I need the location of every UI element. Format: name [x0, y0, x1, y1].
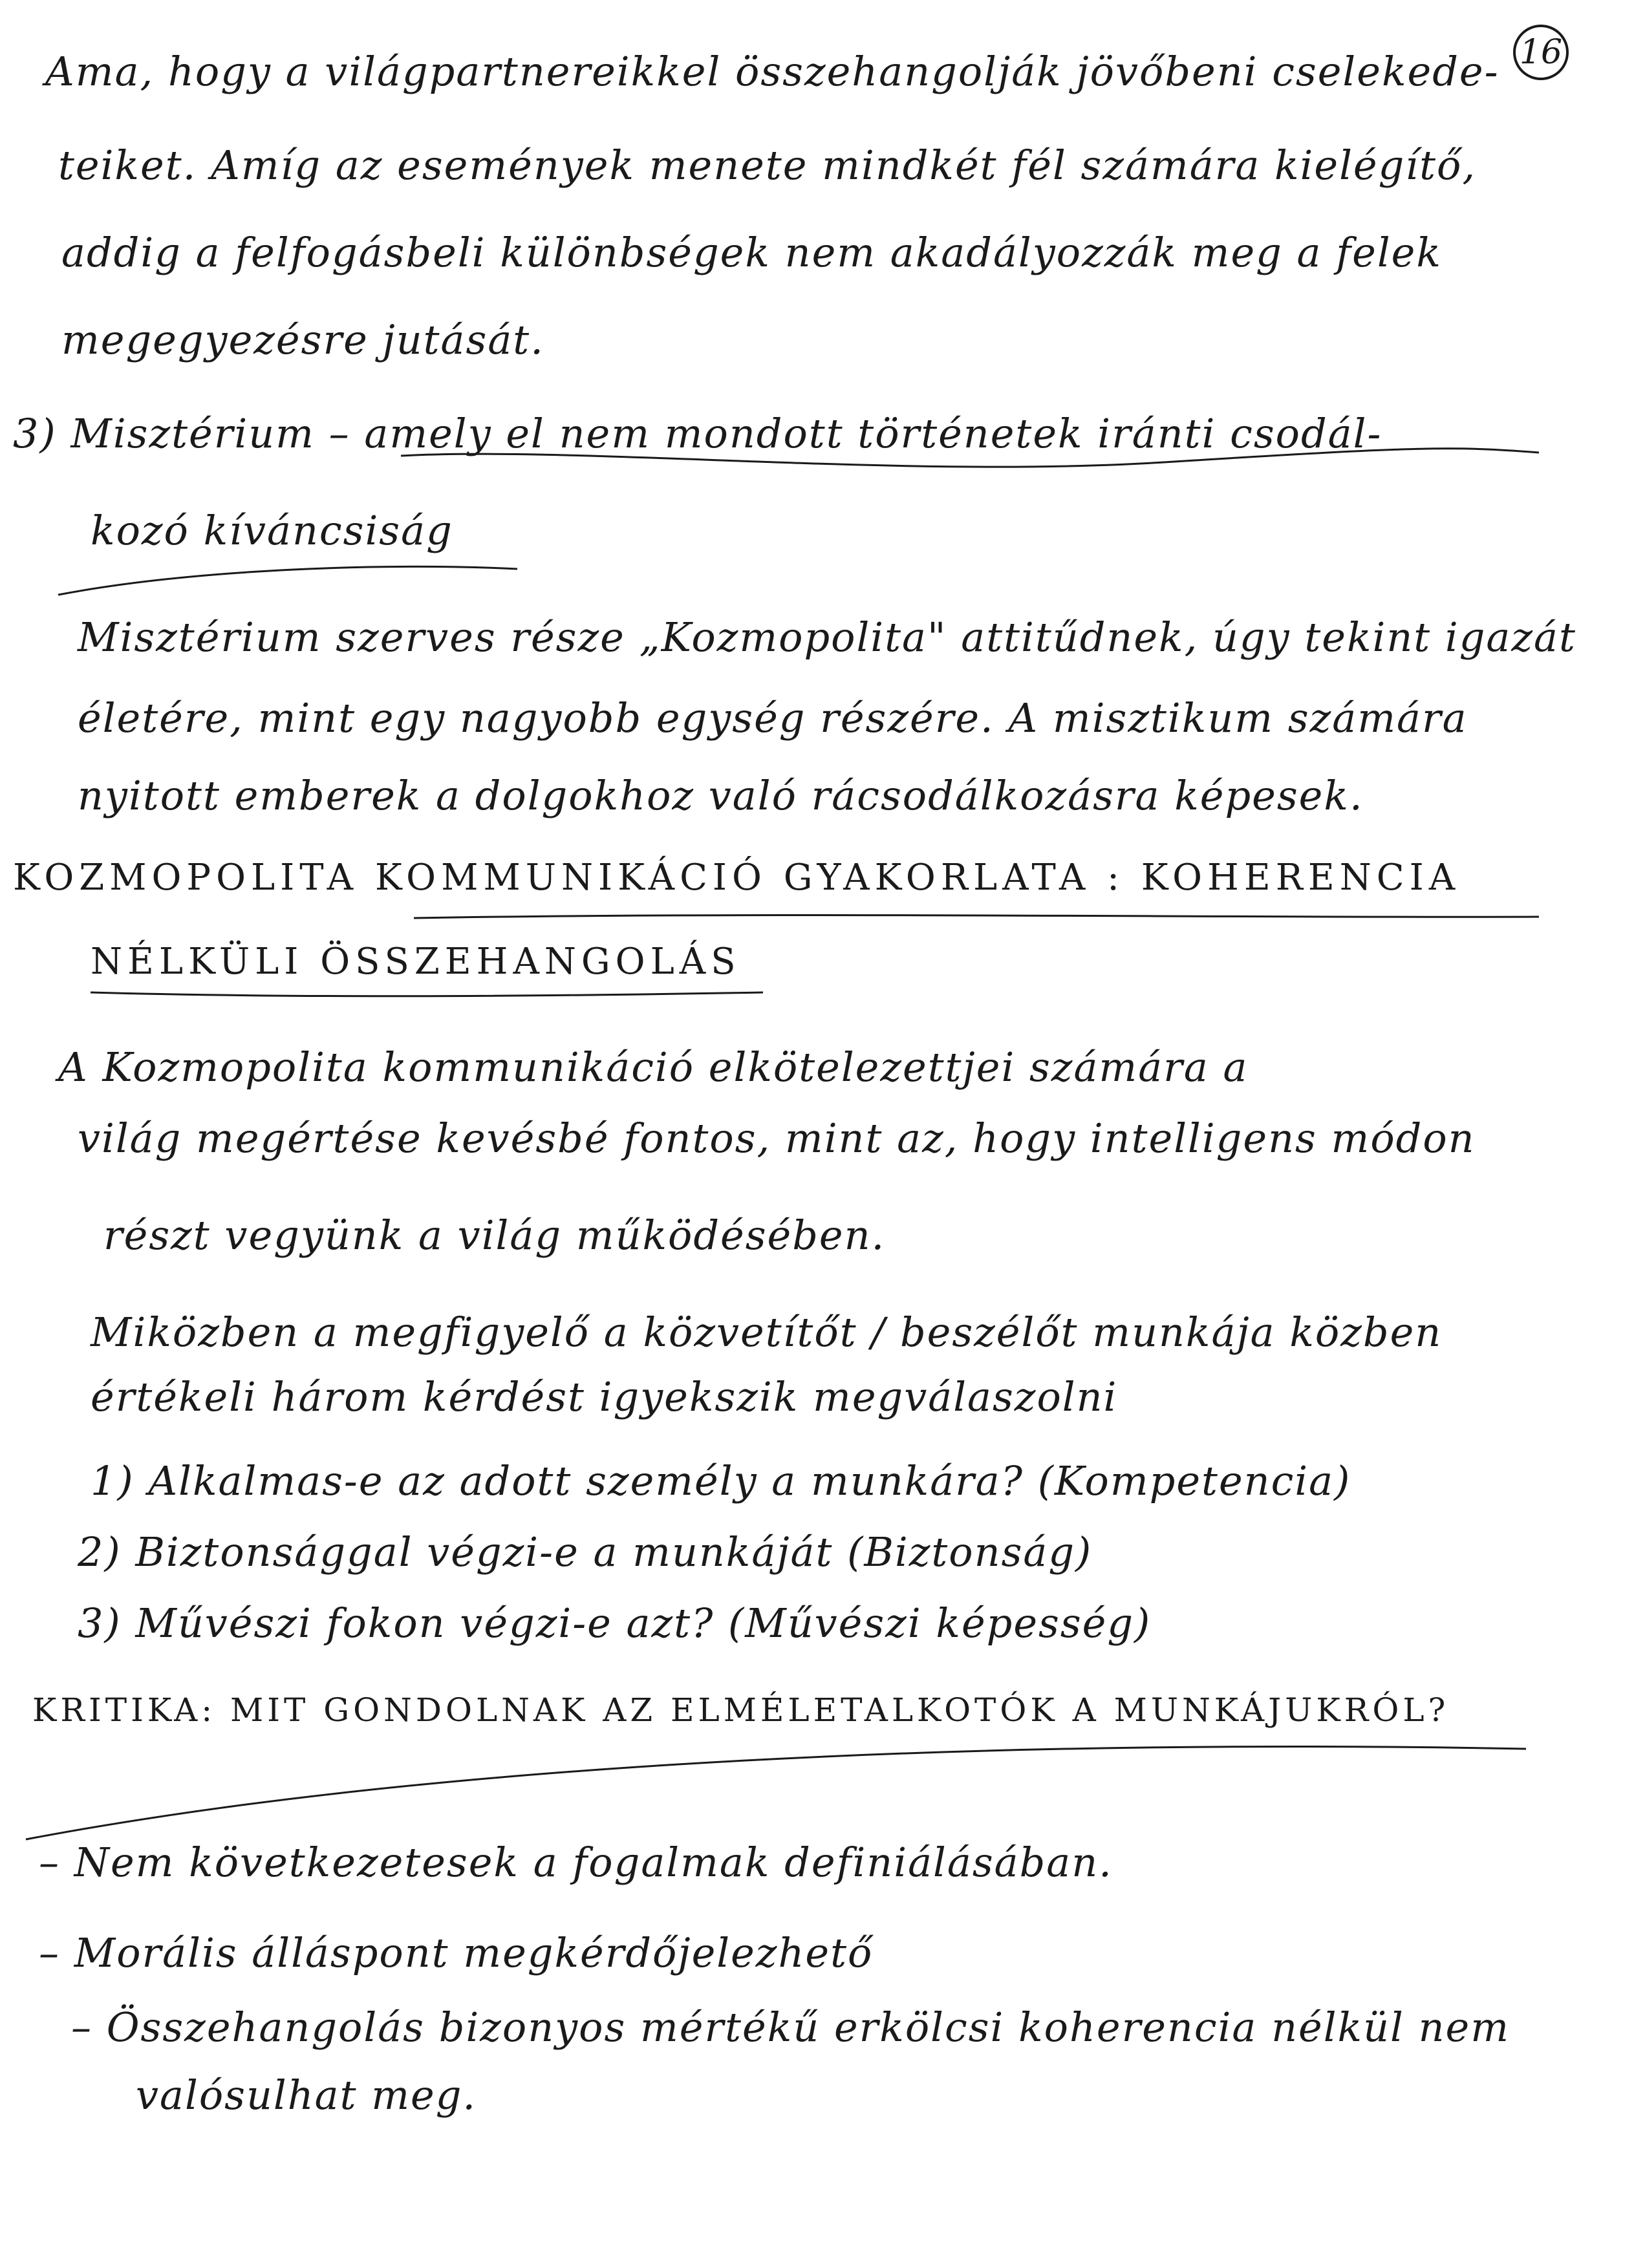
critique-underline — [26, 1746, 1526, 1839]
paragraph4-line-1: Miközben a megfigyelő a közvetítőt / beszélőt munkája közben — [91, 1309, 1443, 1356]
question-3: 3) Művészi fokon végzi-e azt? (Művészi képesség) — [78, 1599, 1152, 1647]
question-1: 1) Alkalmas-e az adott személy a munkára? (Kompetencia) — [91, 1457, 1351, 1504]
paragraph1-line-3: addig a felfogásbeli különbségek nem akadályozzák meg a felek — [61, 229, 1442, 276]
paragraph2-line-2: életére, mint egy nagyobb egység részére. A misztikum számára — [78, 694, 1468, 742]
paragraph3-line-1: A Kozmopolita kommunikáció elkötelezettjei számára a — [58, 1043, 1249, 1091]
paragraph3-line-3: részt vegyünk a világ működésében. — [103, 1212, 886, 1259]
critique-item-4: valósulhat meg. — [136, 2071, 477, 2119]
section-heading-underline — [414, 915, 1539, 918]
heading3-line-1: 3) Misztérium – amely el nem mondott történetek iránti csodál- — [13, 410, 1382, 457]
critique-item-1: – Nem következetesek a fogalmak definiálásában. — [39, 1839, 1113, 1886]
question-2: 2) Biztonsággal végzi-e a munkáját (Biztonság) — [78, 1528, 1093, 1576]
critique-heading: KRITIKA: MIT GONDOLNAK AZ ELMÉLETALKOTÓK A MUNKÁJUKRÓL? — [32, 1691, 1450, 1729]
section-heading-line-2: NÉLKÜLI ÖSSZEHANGOLÁS — [91, 941, 741, 983]
paragraph4-line-2: értékeli három kérdést igyekszik megválaszolni — [91, 1373, 1118, 1420]
paragraph1-line-2: teiket. Amíg az események menete mindkét fél számára kielégítő, — [58, 142, 1477, 189]
paragraph1-line-4: megegyezésre jutását. — [61, 316, 544, 363]
page-number: 16 — [1513, 25, 1569, 80]
paragraph2-line-1: Misztérium szerves része „Kozmopolita" attitűdnek, úgy tekint igazát — [78, 614, 1576, 661]
heading3-line-2: kozó kíváncsiság — [91, 507, 453, 554]
section-heading-line-1: KOZMOPOLITA KOMMUNIKÁCIÓ GYAKORLATA : KOHERENCIA — [13, 857, 1461, 899]
paragraph3-line-2: világ megértése kevésbé fontos, mint az, hogy intelligens módon — [78, 1115, 1476, 1162]
critique-item-2: – Morális álláspont megkérdőjelezhető — [39, 1929, 874, 1976]
heading3-underline-2 — [58, 566, 517, 595]
paragraph1-line-1: Ama, hogy a világpartnereikkel összehangolják jövőbeni cselekede- — [45, 48, 1500, 95]
critique-item-3: – Összehangolás bizonyos mértékű erkölcsi koherencia nélkül nem — [71, 2004, 1510, 2051]
section-heading-underline-2 — [91, 992, 763, 996]
paragraph2-line-3: nyitott emberek a dolgokhoz való rácsodálkozásra képesek. — [78, 772, 1364, 819]
